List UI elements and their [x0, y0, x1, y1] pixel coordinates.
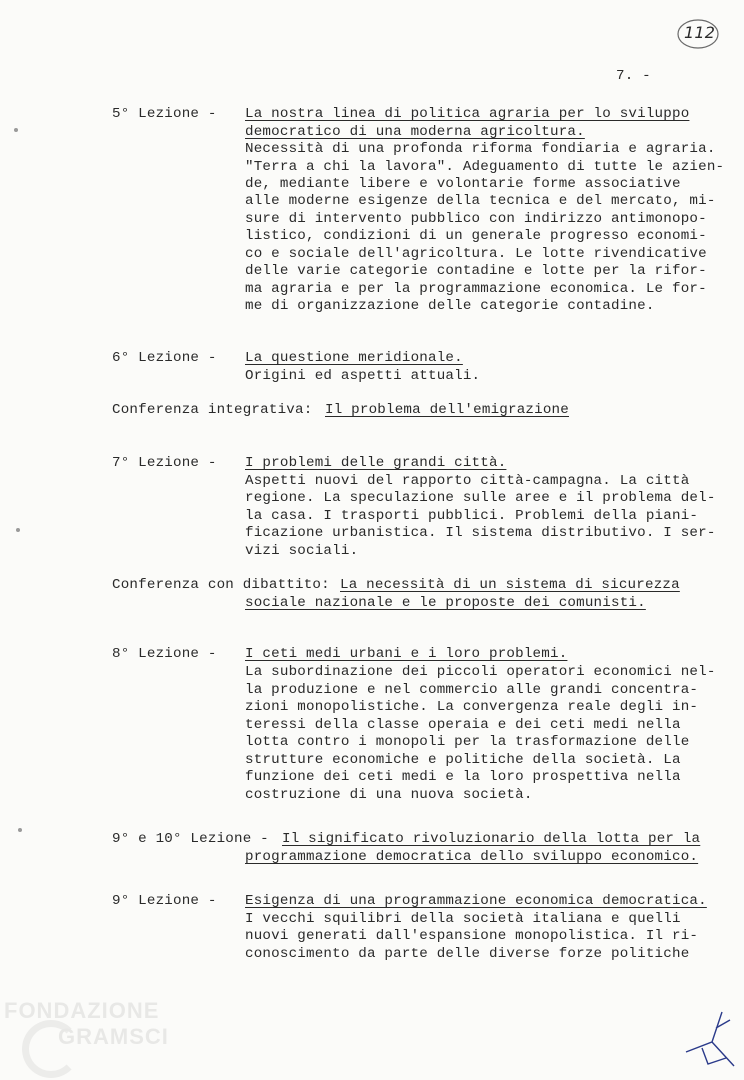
archive-number: 112: [684, 23, 716, 42]
section-title-line: I problemi delle grandi città.: [245, 455, 507, 471]
body-text-line: co e sociale dell'agricoltura. Le lotte rivendicative: [245, 246, 707, 262]
body-text-line: lotta contro i monopoli per la trasformazione delle: [245, 734, 690, 750]
section-label: 9° e 10° Lezione -: [112, 831, 269, 847]
section-label: 5° Lezione -: [112, 106, 217, 122]
section-title-line: programmazione democratica dello sviluppo economico.: [245, 849, 699, 865]
body-text-line: costruzione di una nuova società.: [245, 787, 533, 803]
body-text-line: la produzione e nel commercio alle grandi concentra-: [245, 682, 699, 698]
section-title-line: I ceti medi urbani e i loro problemi.: [245, 646, 568, 662]
body-text-line: ficazione urbanistica. Il sistema distributivo. I ser-: [245, 525, 716, 541]
section-label: 9° Lezione -: [112, 893, 217, 909]
body-text-line: nuovi generati dall'espansione monopolistica. Il ri-: [245, 928, 699, 944]
section-title-line: La nostra linea di politica agraria per lo sviluppo: [245, 106, 690, 122]
body-text-line: strutture economiche e politiche della società. La: [245, 752, 681, 768]
body-text-line: delle varie categorie contadine e lotte per la rifor-: [245, 263, 707, 279]
section-title-line: Il problema dell'emigrazione: [325, 402, 569, 418]
body-text-line: regione. La speculazione sulle aree e il problema del-: [245, 490, 716, 506]
body-text-line: teressi della classe operaia e dei ceti medi nella: [245, 717, 681, 733]
body-text-line: I vecchi squilibri della società italiana e quelli: [245, 911, 681, 927]
section-title-line: Il significato rivoluzionario della lotta per la: [282, 831, 701, 847]
body-text-line: sure di intervento pubblico con indirizzo antimonopo-: [245, 211, 707, 227]
section-label: 6° Lezione -: [112, 350, 217, 366]
section-label: Conferenza con dibattito:: [112, 577, 330, 593]
section-title-line: democratico di una moderna agricoltura.: [245, 124, 585, 140]
body-text-line: Aspetti nuovi del rapporto città-campagna. La città: [245, 473, 690, 489]
page-number: 7. -: [616, 68, 651, 84]
body-text-line: Origini ed aspetti attuali.: [245, 368, 481, 384]
body-text-line: alle moderne esigenze della tecnica e del mercato, mi-: [245, 193, 716, 209]
body-text-line: zioni monopolistiche. La convergenza reale degli in-: [245, 699, 699, 715]
body-text-line: funzione dei ceti medi e la loro prospettiva nella: [245, 769, 681, 785]
section-label: 7° Lezione -: [112, 455, 217, 471]
section-label: 8° Lezione -: [112, 646, 217, 662]
watermark-line-2: GRAMSCI: [58, 1024, 169, 1049]
margin-mark: [16, 528, 20, 532]
section-title-line: sociale nazionale e le proposte dei comunisti.: [245, 595, 646, 611]
margin-mark: [18, 828, 22, 832]
body-text-line: vizi sociali.: [245, 543, 359, 559]
body-text-line: la casa. I trasporti pubblici. Problemi della piani-: [245, 508, 699, 524]
section-title-line: La necessità di un sistema di sicurezza: [340, 577, 680, 593]
margin-mark: [14, 128, 18, 132]
watermark-line-1: FONDAZIONE: [4, 998, 160, 1023]
fondazione-gramsci-watermark: [0, 990, 210, 1080]
section-label: Conferenza integrativa:: [112, 402, 313, 418]
body-text-line: me di organizzazione delle categorie contadine.: [245, 298, 655, 314]
body-text-line: de, mediante libere e volontarie forme associative: [245, 176, 681, 192]
body-text-line: Necessità di una profonda riforma fondiaria e agraria.: [245, 141, 716, 157]
section-title-line: La questione meridionale.: [245, 350, 463, 366]
body-text-line: "Terra a chi la lavora". Adeguamento di tutte le azien-: [245, 159, 725, 175]
signature-icon: [682, 1008, 738, 1070]
section-title-line: Esigenza di una programmazione economica democratica.: [245, 893, 707, 909]
body-text-line: ma agraria e per la programmazione economica. Le for-: [245, 281, 707, 297]
body-text-line: conoscimento da parte delle diverse forze politiche: [245, 946, 690, 962]
body-text-line: La subordinazione dei piccoli operatori economici nel-: [245, 664, 716, 680]
body-text-line: listico, condizioni di un generale progresso economi-: [245, 228, 707, 244]
archive-number-stamp: [676, 16, 720, 52]
